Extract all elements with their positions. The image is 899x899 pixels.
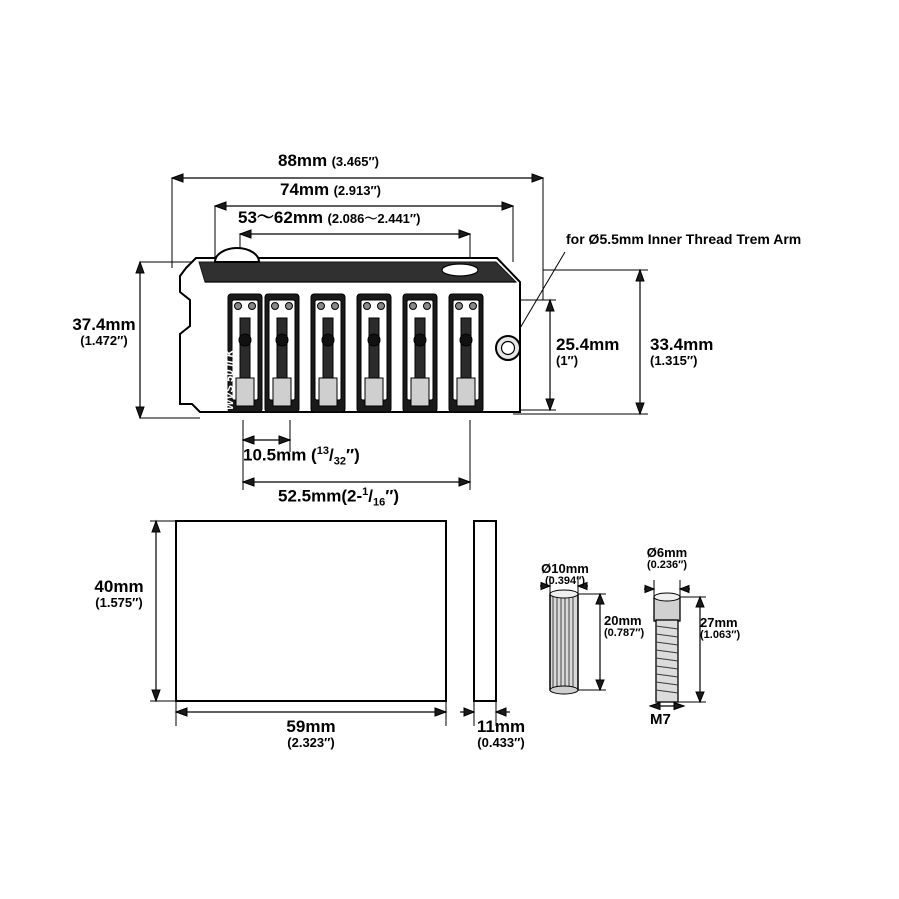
trem-arm-note: for Ø5.5mm Inner Thread Trem Arm	[566, 231, 802, 247]
dim-top-third: 53～62mm (2.086～2.441″)	[238, 208, 421, 227]
dim-top-second: 74mm (2.913″)	[280, 180, 382, 199]
dim-post-diameter: Ø6mm (0.236″)	[646, 545, 688, 571]
dim-insert-diameter: Ø10mm (0.394″)	[541, 561, 589, 587]
dim-right-inner: 25.4mm (1″)	[556, 335, 620, 368]
dim-thread-spec: M7	[650, 711, 671, 728]
dim-string-spread: $52.5mm(2-^1/_{16}'')$	[278, 486, 400, 509]
dim-left-height: 37.4mm (1.472″)	[72, 315, 136, 348]
dim-right-outer: 33.4mm (1.315″)	[650, 335, 714, 368]
dim-plate-height: 40mm (1.575″)	[94, 577, 144, 610]
dim-insert-length: 20mm (0.787″)	[604, 613, 645, 639]
base-plate-front-view	[150, 521, 446, 726]
base-plate-side-view	[460, 521, 510, 726]
threaded-insert-view	[540, 576, 606, 694]
dim-saddle-spacing: 10.5mm $(^{13}/_{32}'')$	[243, 445, 360, 468]
brand-logo-text: Wilkinson	[206, 358, 218, 410]
trem-post-view	[644, 580, 706, 710]
dim-post-length: 27mm (1.063″)	[700, 615, 741, 641]
model-name-text: WVS 50 II K	[224, 349, 236, 410]
dim-top-overall: 88mm (3.465″)	[278, 151, 380, 170]
dim-plate-width: 59mm (2.323″)	[286, 717, 336, 750]
dim-plate-thickness: 11mm (0.433″)	[476, 717, 526, 750]
